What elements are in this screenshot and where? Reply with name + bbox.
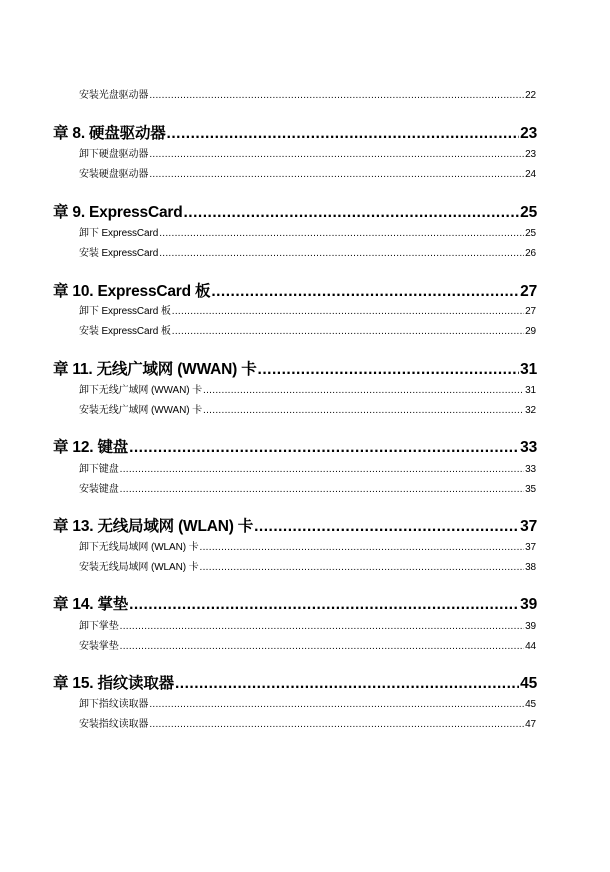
toc-title: 安装键盘 bbox=[79, 484, 119, 495]
dot-leader bbox=[183, 204, 519, 222]
toc-entry[interactable] bbox=[79, 145, 536, 159]
toc-title: 卸下无线局域网 (WLAN) 卡 bbox=[79, 542, 199, 553]
toc-page-number: 32 bbox=[525, 405, 536, 416]
toc-title: 卸下指纹读取器 bbox=[79, 699, 149, 710]
toc-chapter-heading[interactable] bbox=[53, 357, 537, 379]
toc-page-number: 33 bbox=[525, 464, 536, 475]
dot-leader bbox=[120, 621, 524, 632]
dot-leader bbox=[254, 518, 519, 536]
toc-title: 章 14. 掌垫 bbox=[53, 596, 129, 613]
toc-entry[interactable] bbox=[79, 86, 536, 100]
toc-page-number: 33 bbox=[520, 439, 537, 456]
toc-title: 章 15. 指纹读取器 bbox=[53, 675, 174, 692]
toc-page-number: 45 bbox=[525, 699, 536, 710]
toc-title: 卸下键盘 bbox=[79, 464, 119, 475]
toc-chapter-heading[interactable] bbox=[53, 200, 537, 222]
toc-page-number: 39 bbox=[520, 596, 537, 613]
toc-page-number: 23 bbox=[525, 149, 536, 160]
dot-leader bbox=[175, 675, 519, 693]
toc-title: 安装指纹读取器 bbox=[79, 719, 149, 730]
toc-page-number: 31 bbox=[520, 361, 537, 378]
toc-page-number: 25 bbox=[525, 228, 536, 239]
toc-title: 安装 ExpressCard bbox=[79, 248, 159, 259]
toc-title: 安装无线局域网 (WLAN) 卡 bbox=[79, 562, 199, 573]
toc-page-number: 31 bbox=[525, 385, 536, 396]
toc-page-number: 26 bbox=[525, 248, 536, 259]
toc-page-number: 29 bbox=[525, 326, 536, 337]
toc-entry[interactable] bbox=[79, 165, 536, 179]
toc-title: 安装 ExpressCard 板 bbox=[79, 326, 171, 337]
dot-leader bbox=[159, 248, 524, 259]
toc-entry[interactable] bbox=[79, 322, 536, 336]
dot-leader bbox=[159, 228, 524, 239]
toc-title: 卸下 ExpressCard 板 bbox=[79, 306, 171, 317]
dot-leader bbox=[129, 596, 519, 614]
toc-title: 卸下 ExpressCard bbox=[79, 228, 159, 239]
toc-title: 卸下硬盘驱动器 bbox=[79, 149, 149, 160]
toc-entry[interactable] bbox=[79, 558, 536, 572]
toc-entry[interactable] bbox=[79, 637, 536, 651]
dot-leader bbox=[200, 562, 525, 573]
toc-page-number: 27 bbox=[520, 283, 537, 300]
toc-page-number: 23 bbox=[520, 125, 537, 142]
toc-chapter-heading[interactable] bbox=[53, 435, 537, 457]
toc-title: 安装光盘驱动器 bbox=[79, 90, 149, 101]
toc-title: 安装掌垫 bbox=[79, 641, 119, 652]
toc-entry[interactable] bbox=[79, 617, 536, 631]
toc-entry[interactable] bbox=[79, 695, 536, 709]
dot-leader bbox=[149, 699, 524, 710]
toc-entry[interactable] bbox=[79, 302, 536, 316]
toc-entry[interactable] bbox=[79, 715, 536, 729]
dot-leader bbox=[149, 90, 524, 101]
toc-chapter-heading[interactable] bbox=[53, 514, 537, 536]
toc-page-number: 37 bbox=[525, 542, 536, 553]
toc-chapter-heading[interactable] bbox=[53, 671, 537, 693]
toc-title: 章 11. 无线广域网 (WWAN) 卡 bbox=[53, 361, 257, 378]
dot-leader bbox=[258, 361, 520, 379]
toc-page-number: 37 bbox=[520, 518, 537, 535]
toc-page-number: 24 bbox=[525, 169, 536, 180]
toc-title: 章 13. 无线局域网 (WLAN) 卡 bbox=[53, 518, 254, 535]
toc-page-number: 25 bbox=[520, 204, 537, 221]
toc-page-number: 45 bbox=[520, 675, 537, 692]
toc-page-number: 22 bbox=[525, 90, 536, 101]
toc-title: 安装硬盘驱动器 bbox=[79, 169, 149, 180]
toc-entry[interactable] bbox=[79, 244, 536, 258]
dot-leader bbox=[211, 283, 519, 301]
dot-leader bbox=[203, 385, 524, 396]
toc-title: 章 10. ExpressCard 板 bbox=[53, 283, 211, 300]
dot-leader bbox=[120, 641, 524, 652]
toc-page-number: 47 bbox=[525, 719, 536, 730]
toc-page-number: 27 bbox=[525, 306, 536, 317]
toc-title: 章 8. 硬盘驱动器 bbox=[53, 125, 166, 142]
dot-leader bbox=[129, 439, 519, 457]
toc-title: 章 12. 键盘 bbox=[53, 439, 129, 456]
dot-leader bbox=[149, 169, 524, 180]
dot-leader bbox=[120, 464, 524, 475]
toc-chapter-heading[interactable] bbox=[53, 279, 537, 301]
dot-leader bbox=[200, 542, 525, 553]
toc-title: 章 9. ExpressCard bbox=[53, 204, 183, 221]
dot-leader bbox=[149, 719, 524, 730]
toc-entry[interactable] bbox=[79, 538, 536, 552]
toc-page-number: 44 bbox=[525, 641, 536, 652]
toc-chapter-heading[interactable] bbox=[53, 121, 537, 143]
dot-leader bbox=[203, 405, 524, 416]
toc-page-number: 38 bbox=[525, 562, 536, 573]
toc-title: 卸下掌垫 bbox=[79, 621, 119, 632]
dot-leader bbox=[120, 484, 524, 495]
toc-page-number: 39 bbox=[525, 621, 536, 632]
toc-entry[interactable] bbox=[79, 224, 536, 238]
dot-leader bbox=[167, 125, 520, 143]
toc-entry[interactable] bbox=[79, 381, 536, 395]
toc-entry[interactable] bbox=[79, 460, 536, 474]
dot-leader bbox=[172, 326, 524, 337]
toc-title: 卸下无线广域网 (WWAN) 卡 bbox=[79, 385, 203, 396]
dot-leader bbox=[172, 306, 524, 317]
toc-entry[interactable] bbox=[79, 480, 536, 494]
toc-chapter-heading[interactable] bbox=[53, 592, 537, 614]
toc-entry[interactable] bbox=[79, 401, 536, 415]
toc-page-number: 35 bbox=[525, 484, 536, 495]
dot-leader bbox=[149, 149, 524, 160]
toc-title: 安装无线广域网 (WWAN) 卡 bbox=[79, 405, 203, 416]
